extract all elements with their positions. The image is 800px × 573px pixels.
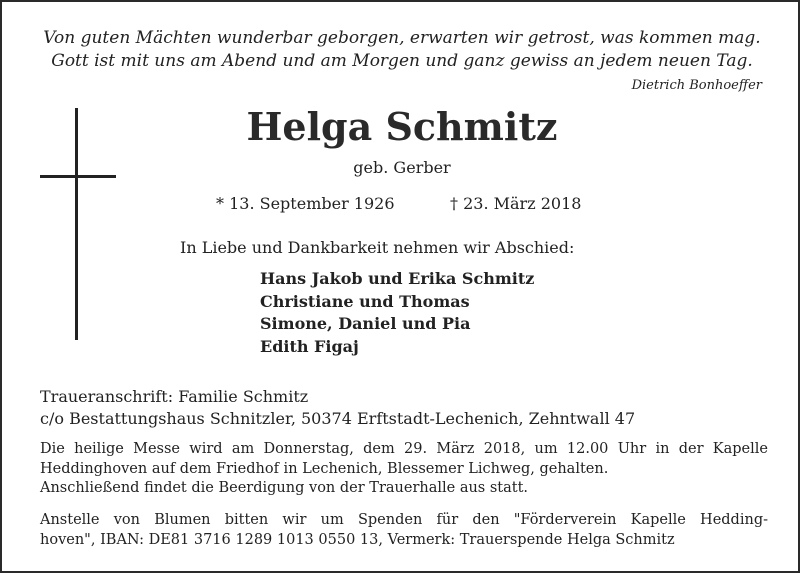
address-line-1: Traueranschrift: Familie Schmitz [40,387,309,406]
mourning-address [40,386,635,430]
birth-date: * 13. September 1926 [216,194,395,213]
death-date: † 23. März 2018 [450,194,582,213]
quote-line-1: Von guten Mächten wunderbar geborgen, erwarten wir getrost, was kommen mag. [43,28,761,48]
quote-author: Dietrich Bonhoeffer [631,78,762,93]
service-line-2: Heddinghoven auf dem Friedhof in Lechenich, Blessemer Lichweg, gehalten. [40,460,609,477]
quote-line-2: Gott ist mit uns am Abend und am Morgen und ganz gewiss an jedem neuen Tag. [51,51,753,71]
mourners-list [260,268,534,358]
address-line-2: c/o Bestattungshaus Schnitzler, 50374 Erftstadt-Lechenich, Zehntwall 47 [40,409,636,428]
deceased-name: Helga Schmitz [246,104,558,149]
mourner-item: Simone, Daniel und Pia [260,314,471,333]
mourner-item: Edith Figaj [260,336,359,356]
mourner-item: Hans Jakob und Erika Schmitz [260,269,535,288]
service-info [40,440,768,499]
service-line-3: Anschließend findet die Beerdigung von der Trauerhalle aus statt. [40,480,529,496]
mourner-item: Christiane und Thomas [260,291,470,311]
donation-info [40,511,768,550]
maiden-name: geb. Gerber [353,158,451,177]
donation-line-1: Anstelle von Blumen bitten wir um Spenden für den "Förderverein Kapelle Hedding- [40,512,768,528]
donation-line-2: hoven", IBAN: DE81 3716 1289 1013 0550 13, Vermerk: Trauerspende Helga Schmitz [40,531,675,548]
farewell-text: In Liebe und Dankbarkeit nehmen wir Abschied: [180,238,575,257]
service-line-1: Die heilige Messe wird am Donnerstag, dem 29. März 2018, um 12.00 Uhr in der Kapelle [40,441,768,457]
